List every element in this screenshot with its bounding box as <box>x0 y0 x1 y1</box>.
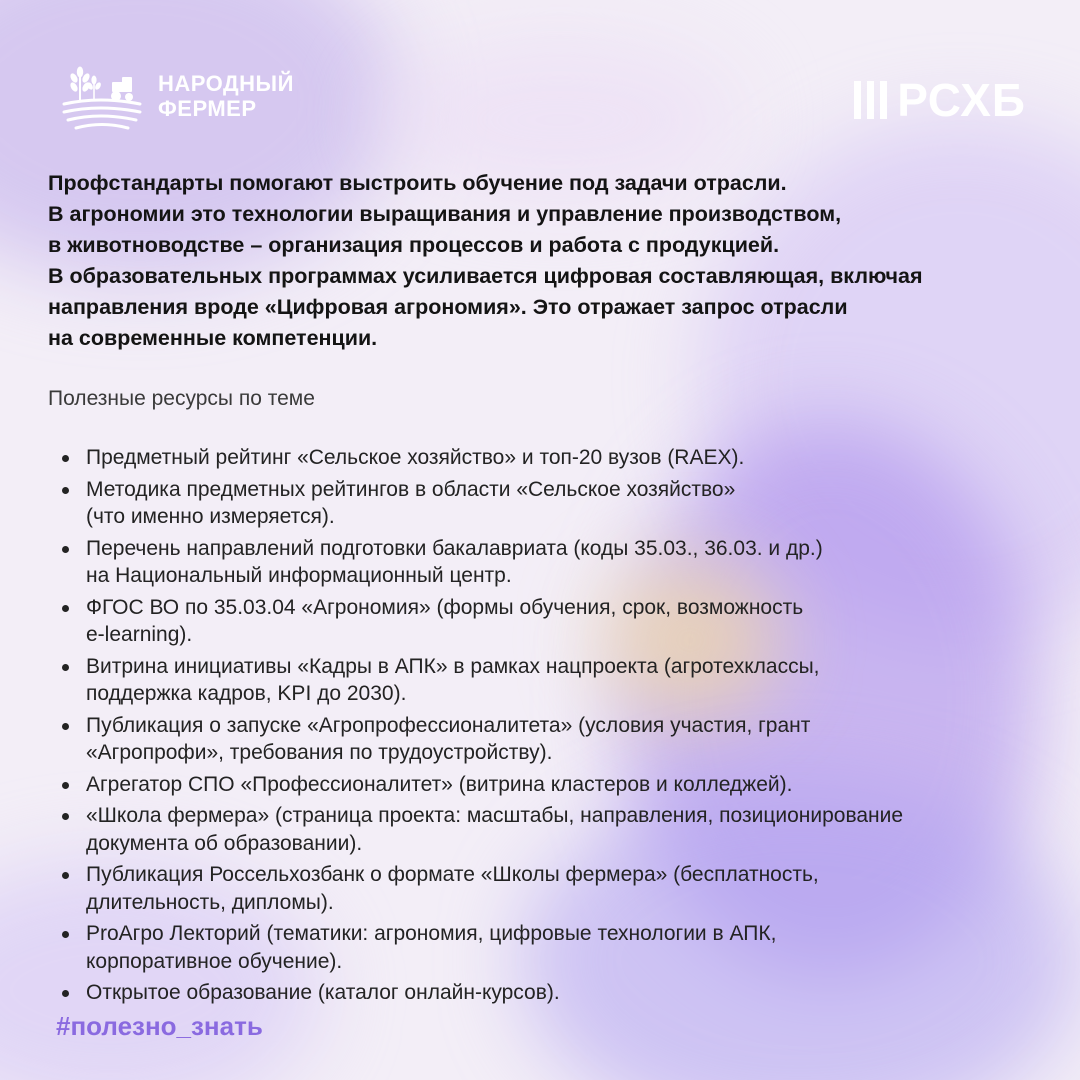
bullet-icon <box>62 487 69 494</box>
intro-line: Профстандарты помогают выстроить обучение под задачи отрасли. <box>48 171 787 195</box>
bullet-icon <box>62 664 69 671</box>
resource-item <box>60 861 1060 916</box>
bullet-icon <box>62 931 69 938</box>
resource-item <box>60 920 1060 975</box>
narodny-fermer-logo <box>60 60 330 132</box>
resource-text: ProАгро Лекторий (тематики: агрономия, цифровые технологии в АПК, <box>86 922 777 945</box>
resources-list <box>60 444 1060 1011</box>
resource-text: ФГОС ВО по 35.03.04 «Агрономия» (формы обучения, срок, возможность <box>86 595 804 619</box>
logo-text-line-1: НАРОДНЫЙ <box>158 71 294 96</box>
intro-line: направления вроде «Цифровая агрономия». Это отражает запрос отрасли <box>48 295 848 319</box>
resource-item <box>60 653 1060 708</box>
resource-item <box>60 444 1060 472</box>
intro-line: В образовательных программах усиливается цифровая составляющая, включая <box>48 264 923 288</box>
hashtag: #полезно_знать <box>56 1011 263 1041</box>
resource-text: корпоративное обучение). <box>86 949 343 973</box>
resource-text: документа об образовании). <box>86 831 363 855</box>
resource-text: Открытое образование (каталог онлайн-курсов). <box>86 981 560 1004</box>
resource-item <box>60 712 1060 767</box>
resource-text: e-learning). <box>86 623 193 646</box>
wheat-tractor-field-icon <box>60 60 144 132</box>
bullet-icon <box>62 723 69 730</box>
resource-text: Витрина инициативы «Кадры в АПК» в рамках нацпроекта (агротехклассы, <box>86 654 820 678</box>
rshb-logo-text: РСХБ <box>897 74 1026 126</box>
resource-text: поддержка кадров, KPI до 2030). <box>86 682 407 705</box>
resource-text: «Школа фермера» (страница проекта: масштабы, направления, позиционирование <box>86 804 904 827</box>
bullet-icon <box>62 546 69 553</box>
bullet-icon <box>62 813 69 820</box>
bullet-icon <box>62 990 69 997</box>
resource-text: Предметный рейтинг «Сельское хозяйство» и топ-20 вузов (RAEX). <box>86 446 745 469</box>
resource-item <box>60 979 1060 1007</box>
resource-text: (что именно измеряется). <box>86 505 335 528</box>
resource-text: Методика предметных рейтингов в области «Сельское хозяйство» <box>86 477 736 501</box>
intro-line: в животноводстве – организация процессов и работа с продукцией. <box>48 233 780 257</box>
resource-text: «Агропрофи», требования по трудоустройству). <box>86 741 553 764</box>
bullet-icon <box>62 782 69 789</box>
three-bars-icon <box>854 81 887 119</box>
resource-text: длительность, дипломы). <box>86 890 334 914</box>
intro-paragraph <box>48 168 1048 354</box>
resources-heading: Полезные ресурсы по теме <box>48 387 315 410</box>
logo-text-line-2: ФЕРМЕР <box>158 96 257 121</box>
bullet-icon <box>62 605 69 612</box>
resource-item <box>60 476 1060 531</box>
bullet-icon <box>62 455 69 462</box>
intro-line: В агрономии это технологии выращивания и управление производством, <box>48 202 842 226</box>
intro-line: на современные компетенции. <box>48 326 378 350</box>
rshb-logo <box>854 74 1026 126</box>
resource-item <box>60 594 1060 649</box>
resource-text: Публикация о запуске «Агропрофессионалитета» (условия участия, грант <box>86 713 811 737</box>
resource-item <box>60 535 1060 590</box>
resource-item <box>60 802 1060 857</box>
resource-item <box>60 771 1060 799</box>
resource-text: Агрегатор СПО «Профессионалитет» (витрина кластеров и колледжей). <box>86 772 793 796</box>
resource-text: Перечень направлений подготовки бакалавриата (коды 35.03., 36.03. и др.) <box>86 536 823 560</box>
resource-text: Публикация Россельхозбанк о формате «Школы фермера» (бесплатность, <box>86 863 819 886</box>
bullet-icon <box>62 872 69 879</box>
resource-text: на Национальный информационный центр. <box>86 564 512 587</box>
